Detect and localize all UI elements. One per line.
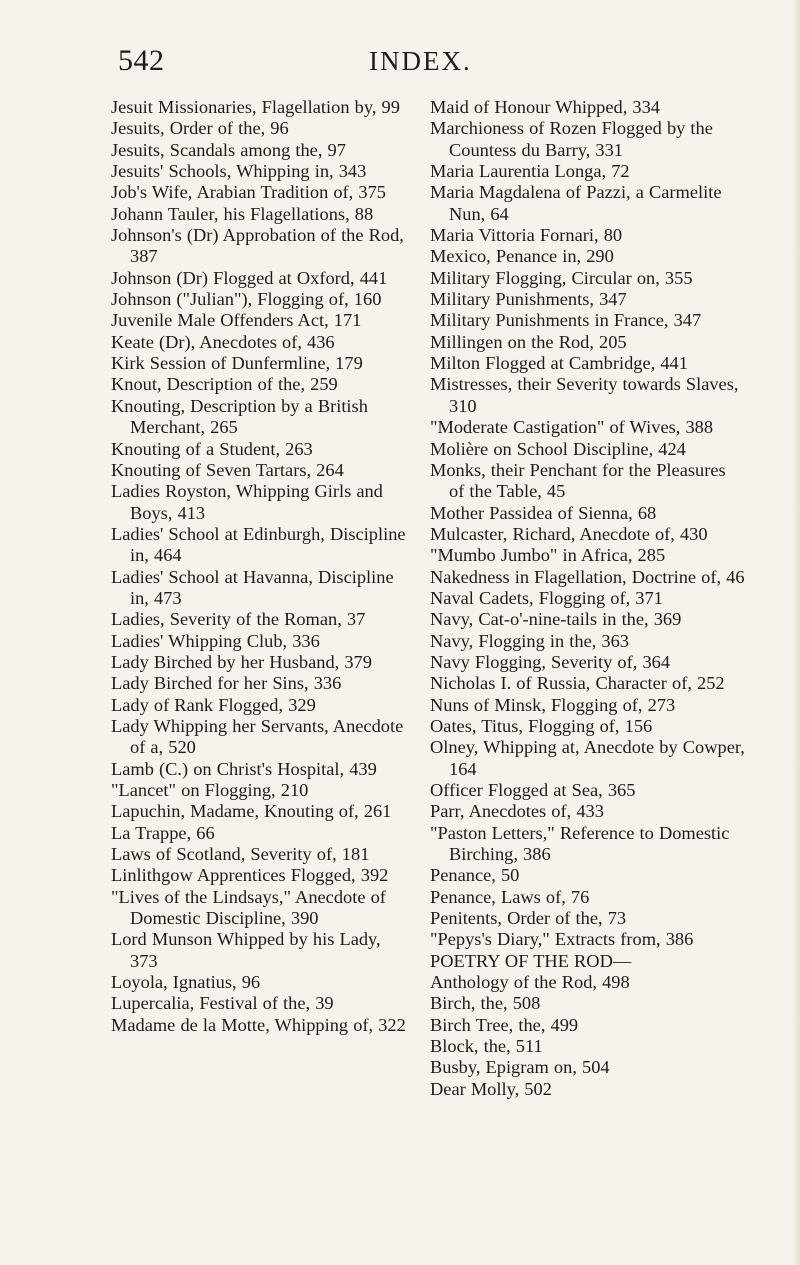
index-entry: "Mumbo Jumbo" in Africa, 285 [430, 545, 666, 566]
index-entry: Jesuits, Order of the, 96 [111, 118, 289, 139]
index-entry: Mexico, Penance in, 290 [430, 246, 614, 267]
index-entry: Mother Passidea of Sienna, 68 [430, 502, 657, 523]
index-entry: Penance, Laws of, 76 [430, 886, 590, 907]
index-entry: Military Flogging, Circular on, 355 [430, 267, 693, 288]
index-entry: Navy, Flogging in the, 363 [430, 630, 630, 651]
index-entry: Lamb (C.) on Christ's Hospital, 439 [111, 758, 377, 779]
index-entry: Knout, Description of the, 259 [111, 374, 338, 395]
index-entry: Knouting, Description by a British Merchant, 265 [111, 395, 368, 438]
index-entry: Madame de la Motte, Whipping of, 322 [111, 1014, 406, 1035]
index-entry: Milton Flogged at Cambridge, 441 [430, 353, 688, 374]
index-entry: Johnson's (Dr) Approbation of the Rod, 387 [111, 225, 404, 267]
index-entry: Nakedness in Flagellation, Doctrine of, 46 [430, 566, 745, 587]
index-entry: Maid of Honour Whipped, 334 [430, 97, 660, 117]
index-entry: "Lancet" on Flogging, 210 [111, 780, 309, 800]
index-entry: Lady Birched for her Sins, 336 [111, 673, 342, 694]
index-entry: Olney, Whipping at, Anecdote by Cowper, 164 [430, 737, 745, 779]
index-entry: Military Punishments in France, 347 [430, 310, 702, 331]
index-entry: Loyola, Ignatius, 96 [111, 972, 261, 993]
index-entry: Job's Wife, Arabian Tradition of, 375 [111, 182, 386, 203]
index-entry: Block, the, 511 [430, 1036, 543, 1057]
index-entry: Birch, the, 508 [430, 993, 541, 1014]
index-entry: Maria Magdalena of Pazzi, a Carmelite Nun, 64 [430, 182, 722, 224]
index-entry: "Lives of the Lindsays," Anecdote of Domestic Discipline, 390 [111, 886, 386, 929]
index-entry: Nicholas I. of Russia, Character of, 252 [430, 673, 725, 694]
index-entry: La Trappe, 66 [111, 822, 215, 843]
index-entry: POETRY OF THE ROD— [430, 950, 632, 971]
index-entry: Maria Vittoria Fornari, 80 [430, 225, 623, 246]
index-entry: Mulcaster, Richard, Anecdote of, 430 [430, 523, 708, 544]
index-entry: Penance, 50 [430, 865, 520, 886]
index-entry: Birch Tree, the, 499 [430, 1014, 579, 1035]
index-entry: Knouting of Seven Tartars, 264 [111, 459, 344, 480]
index-entry: "Moderate Castigation" of Wives, 388 [430, 417, 714, 438]
index-entry: Lady of Rank Flogged, 329 [111, 694, 316, 715]
index-entry: Kirk Session of Dunfermline, 179 [111, 353, 363, 374]
index-entry: Linlithgow Apprentices Flogged, 392 [111, 865, 389, 886]
index-entry: Navy Flogging, Severity of, 364 [430, 651, 671, 672]
index-entry: Juvenile Male Offenders Act, 171 [111, 310, 362, 331]
page-header [0, 44, 800, 84]
index-entry: Ladies' School at Edinburgh, Discipline in, 464 [111, 523, 406, 566]
index-entry: Lapuchin, Madame, Knouting of, 261 [111, 801, 392, 822]
index-entry: Molière on School Discipline, 424 [430, 438, 686, 459]
index-entry: Lupercalia, Festival of the, 39 [111, 993, 334, 1014]
index-entry: Mistresses, their Severity towards Slaves, 310 [430, 374, 739, 416]
index-column-right [430, 97, 746, 1100]
index-entry: Busby, Epigram on, 504 [430, 1057, 610, 1078]
page-number: 542 [118, 44, 165, 77]
running-head: INDEX. [369, 46, 472, 76]
page-edge [792, 0, 800, 1265]
index-entry: Millingen on the Rod, 205 [430, 331, 627, 352]
index-entry: Anthology of the Rod, 498 [430, 972, 630, 993]
index-entry: Marchioness of Rozen Flogged by the Countess du Barry, 331 [430, 118, 713, 160]
index-entry: Oates, Titus, Flogging of, 156 [430, 715, 653, 736]
index-entry: Dear Molly, 502 [430, 1078, 552, 1099]
index-entry: Ladies, Severity of the Roman, 37 [111, 609, 366, 630]
index-entry: Ladies' Whipping Club, 336 [111, 630, 320, 651]
index-entry: Ladies Royston, Whipping Girls and Boys, 413 [111, 481, 383, 523]
index-entry: Lady Birched by her Husband, 379 [111, 651, 372, 672]
index-entry: Maria Laurentia Longa, 72 [430, 161, 630, 182]
index-entry: Jesuit Missionaries, Flagellation by, 99 [111, 97, 400, 117]
index-entry: Johann Tauler, his Flagellations, 88 [111, 203, 374, 224]
index-entry: Keate (Dr), Anecdotes of, 436 [111, 331, 335, 352]
index-entry: Johnson (Dr) Flogged at Oxford, 441 [111, 267, 388, 288]
index-entry: Jesuits' Schools, Whipping in, 343 [111, 161, 367, 182]
index-entry: Parr, Anecdotes of, 433 [430, 801, 604, 822]
index-entry: Navy, Cat-o'-nine-tails in the, 369 [430, 609, 682, 630]
index-entry: Military Punishments, 347 [430, 289, 627, 310]
index-entry: Penitents, Order of the, 73 [430, 908, 627, 929]
index-entry: Johnson ("Julian"), Flogging of, 160 [111, 289, 382, 310]
index-entry: Naval Cadets, Flogging of, 371 [430, 587, 663, 608]
index-entry: Officer Flogged at Sea, 365 [430, 780, 636, 800]
index-entry: Lady Whipping her Servants, Anecdote of a, 520 [111, 715, 404, 758]
index-entry: Nuns of Minsk, Flogging of, 273 [430, 694, 676, 715]
index-entry: Laws of Scotland, Severity of, 181 [111, 844, 370, 865]
index-entry: Knouting of a Student, 263 [111, 438, 313, 459]
index-entry: Monks, their Penchant for the Pleasures of the Table, 45 [430, 459, 726, 502]
index-entry: "Paston Letters," Reference to Domestic Birching, 386 [430, 822, 730, 865]
index-entry: Jesuits, Scandals among the, 97 [111, 139, 346, 160]
index-entry: "Pepys's Diary," Extracts from, 386 [430, 929, 694, 950]
index-column-left [111, 97, 411, 1036]
index-entry: Lord Munson Whipped by his Lady, 373 [111, 929, 381, 971]
index-entry: Ladies' School at Havanna, Discipline in, 473 [111, 566, 394, 608]
